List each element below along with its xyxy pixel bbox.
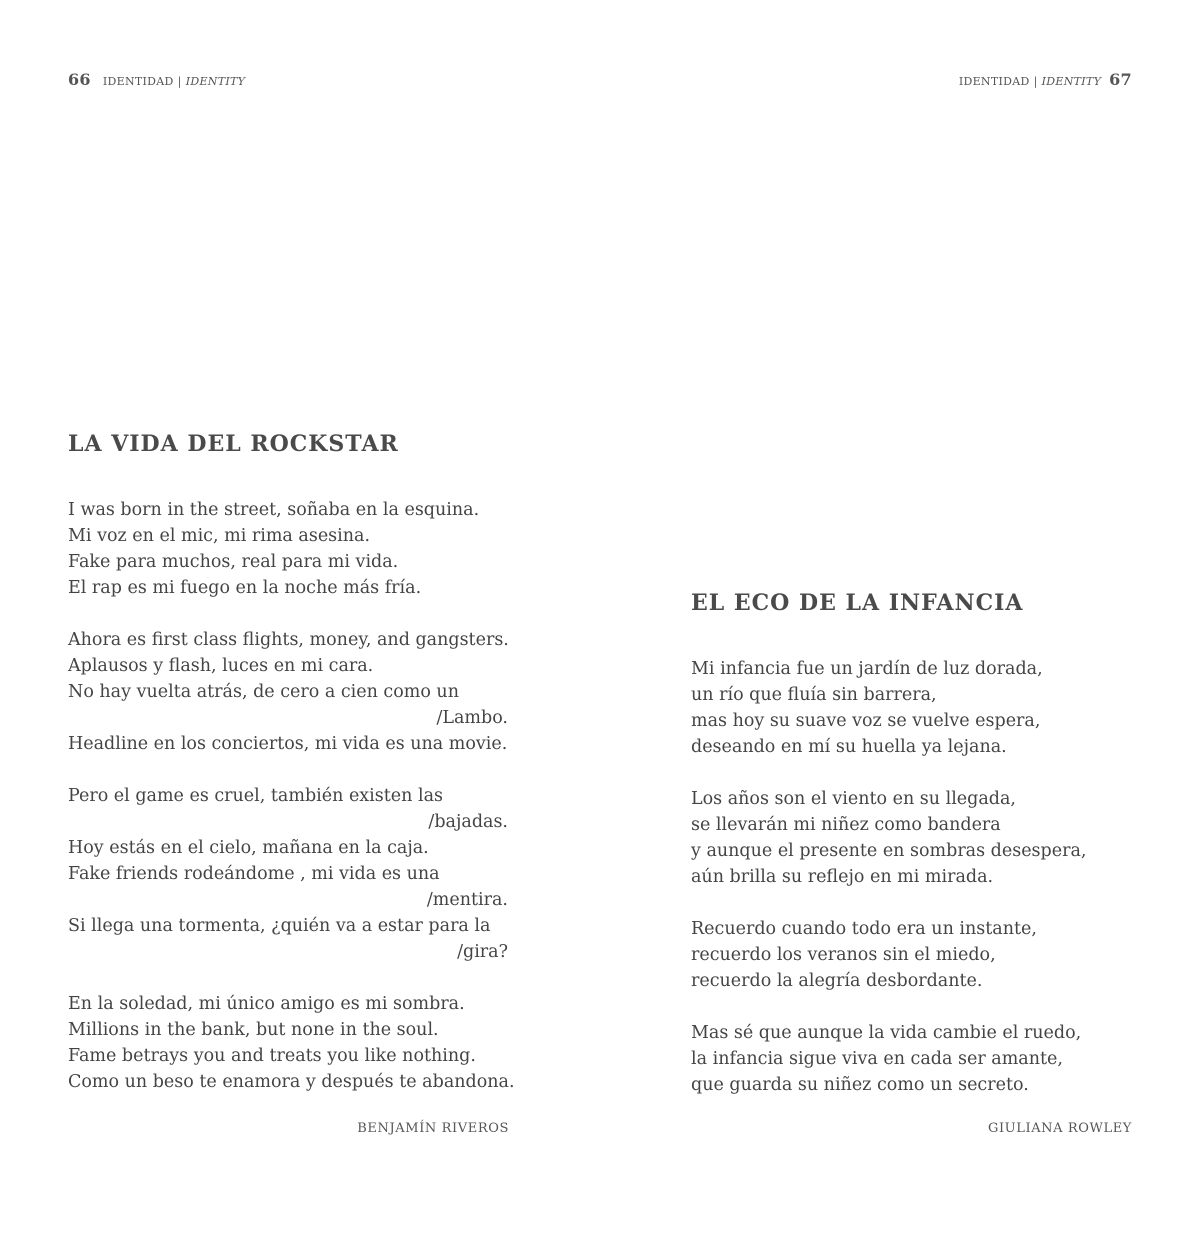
poem-title: LA VIDA DEL ROCKSTAR	[68, 431, 399, 457]
poem-line: la infancia sigue viva en cada ser amante,	[691, 1049, 1063, 1069]
poem-line: Ahora es first class flights, money, and gangsters.	[68, 630, 509, 650]
poem-author: GIULIANA ROWLEY	[987, 1121, 1132, 1136]
poem-line: un río que fluía sin barrera,	[691, 685, 937, 705]
poem-line: Mas sé que aunque la vida cambie el ruedo,	[691, 1023, 1082, 1043]
poem-line: Mi voz en el mic, mi rima asesina.	[68, 526, 371, 546]
poem-line: deseando en mí su huella ya lejana.	[691, 737, 1007, 757]
poem-line: Si llega una tormenta, ¿quién va a estar para la	[68, 916, 491, 936]
poem-rockstar	[68, 428, 515, 1121]
stanza	[691, 1020, 1132, 1098]
poem-line: Millions in the bank, but none in the soul.	[68, 1020, 439, 1040]
stanza	[68, 497, 508, 601]
poem-line-continuation: /Lambo.	[436, 708, 508, 728]
poem-line: que guarda su niñez como un secreto.	[691, 1075, 1029, 1095]
poem-line: Headline en los conciertos, mi vida es una movie.	[68, 734, 508, 754]
poem-line: Como un beso te enamora y después te abandona.	[68, 1072, 515, 1092]
poem-line: recuerdo la alegría desbordante.	[691, 971, 983, 991]
left-page-header	[68, 70, 245, 89]
poem-body	[68, 497, 515, 1095]
poem-line: Hoy estás en el cielo, mañana en la caja.	[68, 838, 429, 858]
header-separator: |	[1033, 75, 1038, 88]
stanza	[68, 991, 515, 1095]
poem-infancia	[691, 587, 1132, 1124]
poem-line: Fame betrays you and treats you like nothing.	[68, 1046, 476, 1066]
poem-line-continuation: /gira?	[457, 942, 508, 962]
section-title: IDENTIDAD	[958, 75, 1030, 88]
page-number: 67	[1109, 70, 1132, 89]
poem-body	[691, 656, 1132, 1098]
poem-line: No hay vuelta atrás, de cero a cien como un	[68, 682, 459, 702]
poem-title: EL ECO DE LA INFANCIA	[691, 590, 1024, 616]
stanza	[691, 916, 1132, 994]
poem-line-continuation: /mentira.	[426, 890, 508, 910]
poem-line: Recuerdo cuando todo era un instante,	[691, 919, 1037, 939]
poem-line: y aunque el presente en sombras desespera,	[691, 841, 1087, 861]
poem-line: aún brilla su reflejo en mi mirada.	[691, 867, 994, 887]
poem-line: Mi infancia fue un jardín de luz dorada,	[691, 659, 1043, 679]
poem-line: En la soledad, mi único amigo es mi sombra.	[68, 994, 465, 1014]
poem-line: Fake friends rodeándome , mi vida es una	[68, 864, 440, 884]
section-title-english: IDENTITY	[1041, 75, 1102, 88]
section-title: IDENTIDAD	[102, 75, 174, 88]
poem-line: recuerdo los veranos sin el miedo,	[691, 945, 996, 965]
poem-line: Pero el game es cruel, también existen las	[68, 786, 443, 806]
poem-author: BENJAMÍN RIVEROS	[357, 1121, 509, 1136]
section-title-english: IDENTITY	[185, 75, 246, 88]
page-number: 66	[68, 70, 91, 89]
poem-line: Fake para muchos, real para mi vida.	[68, 552, 399, 572]
stanza	[691, 786, 1132, 890]
poem-line: El rap es mi fuego en la noche más fría.	[68, 578, 422, 598]
stanza	[68, 783, 508, 965]
poem-line: mas hoy su suave voz se vuelve espera,	[691, 711, 1041, 731]
poem-line-continuation: /bajadas.	[428, 812, 508, 832]
stanza	[691, 656, 1132, 760]
poem-line: I was born in the street, soñaba en la esquina.	[68, 500, 480, 520]
poem-line: se llevarán mi niñez como bandera	[691, 815, 1001, 835]
header-separator: |	[177, 75, 182, 88]
right-page-header	[959, 70, 1132, 89]
poem-line: Los años son el viento en su llegada,	[691, 789, 1016, 809]
stanza	[68, 627, 508, 757]
poem-line: Aplausos y flash, luces en mi cara.	[68, 656, 374, 676]
